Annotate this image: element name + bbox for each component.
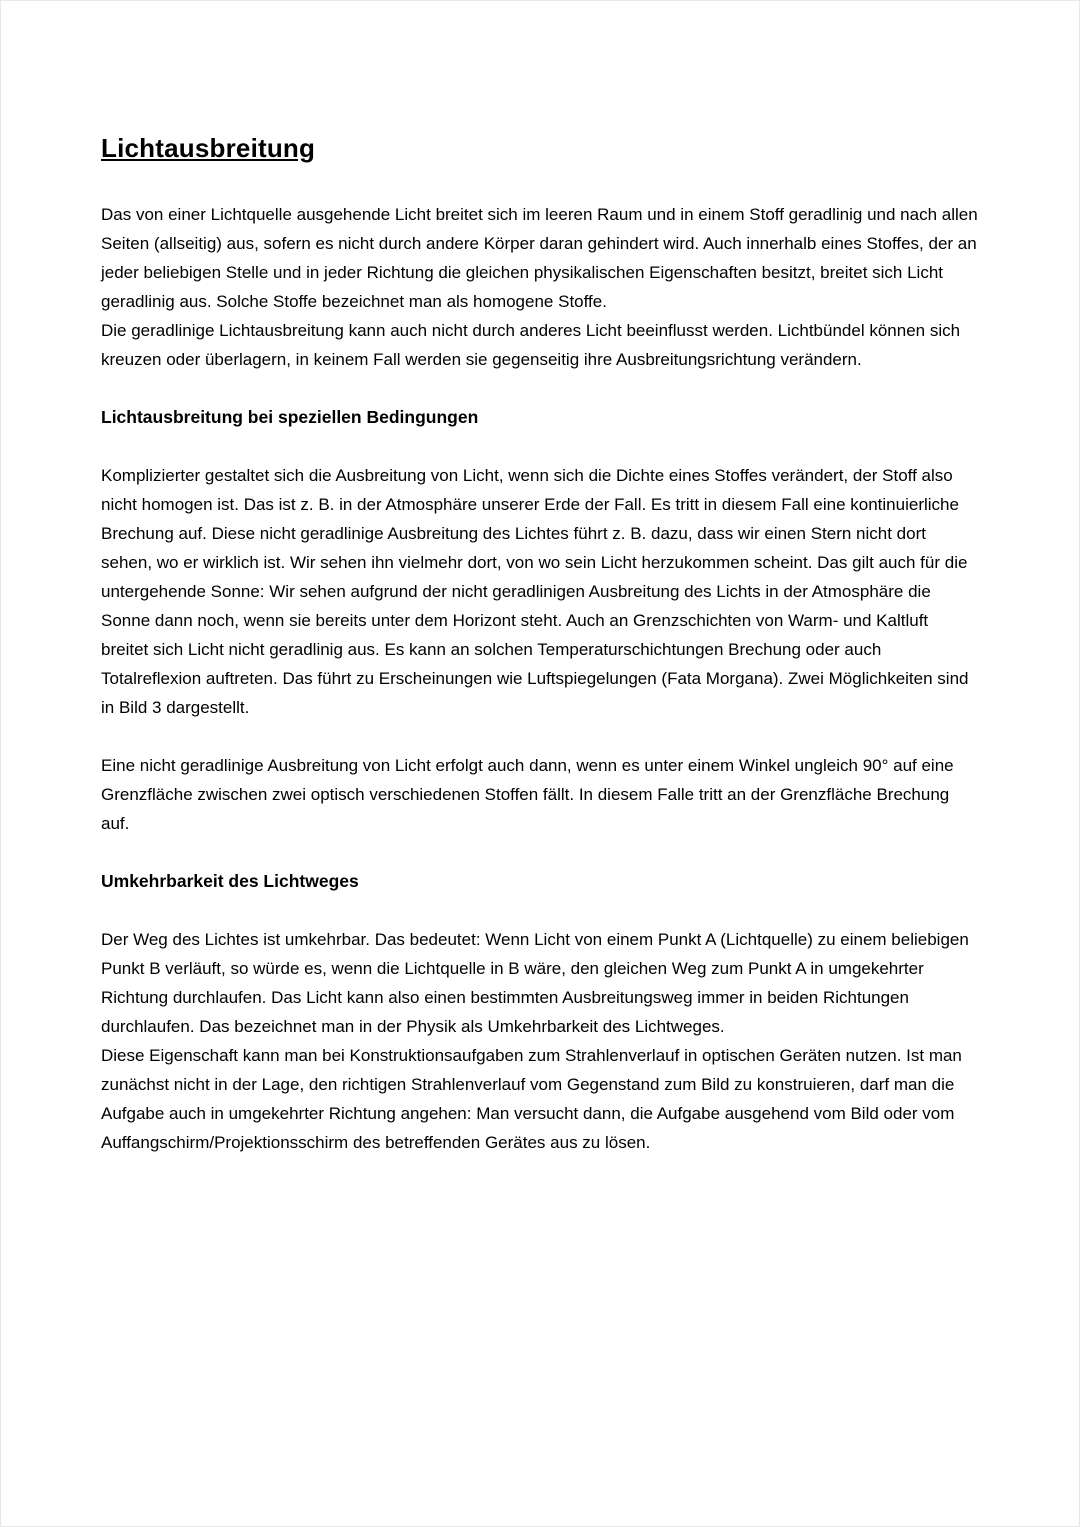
special-conditions-paragraph-2: Eine nicht geradlinige Ausbreitung von Licht erfolgt auch dann, wenn es unter einem Winkel ungleich 90° auf eine Grenzfläche zwischen zwei optisch verschiedenen Stoffen fällt. In diesem Falle tritt an der Grenzfläche Brechung auf.	[101, 756, 954, 833]
reversibility-paragraph-1: Der Weg des Lichtes ist umkehrbar. Das bedeutet: Wenn Licht von einem Punkt A (Lichtquelle) zu einem beliebigen Punkt B verläuft, so würde es, wenn die Lichtquelle in B wäre, den gleichen Weg zum Punkt A in umgekehrter Richtung durchlaufen. Das Licht kann also einen bestimmten Ausbreitungsweg immer in beiden Richtungen durchlaufen. Das bezeichnet man in der Physik als Umkehrbarkeit des Lichtweges.	[101, 930, 969, 1036]
intro-paragraph-1: Das von einer Lichtquelle ausgehende Licht breitet sich im leeren Raum und in einem Stoff geradlinig und nach allen Seiten (allseitig) aus, sofern es nicht durch andere Körper daran gehindert wird. Auch innerhalb eines Stoffes, der an jeder beliebigen Stelle und in jeder Richtung die gleichen physikalischen Eigenschaften besitzt, breitet sich Licht geradlinig aus. Solche Stoffe bezeichnet man als homogene Stoffe.	[101, 205, 978, 311]
document-title: Lichtausbreitung	[101, 133, 316, 163]
reversibility-paragraph-2: Diese Eigenschaft kann man bei Konstruktionsaufgaben zum Strahlenverlauf in optischen Geräten nutzen. Ist man zunächst nicht in der Lage, den richtigen Strahlenverlauf vom Gegenstand zum Bild zu konstruieren, darf man die Aufgabe auch in umgekehrter Richtung angehen: Man versucht dann, die Aufgabe ausgehend vom Bild oder vom Auffangschirm/Projektionsschirm des betreffenden Gerätes aus zu lösen.	[101, 1046, 962, 1152]
intro-paragraph-2: Die geradlinige Lichtausbreitung kann auch nicht durch anderes Licht beeinflusst werden. Lichtbündel können sich kreuzen oder überlagern, in keinem Fall werden sie gegenseitig ihre Ausbreitungsrichtung verändern.	[101, 321, 961, 369]
section-heading-special-conditions: Lichtausbreitung bei speziellen Bedingungen	[101, 407, 479, 427]
special-conditions-paragraph-1: Komplizierter gestaltet sich die Ausbreitung von Licht, wenn sich die Dichte eines Stoffes verändert, der Stoff also nicht homogen ist. Das ist z. B. in der Atmosphäre unserer Erde der Fall. Es tritt in diesem Fall eine kontinuierliche Brechung auf. Diese nicht geradlinige Ausbreitung des Lichtes führt z. B. dazu, dass wir einen Stern nicht dort sehen, wo er wirklich ist. Wir sehen ihn vielmehr dort, von wo sein Licht herzukommen scheint. Das gilt auch für die untergehende Sonne: Wir sehen aufgrund der nicht geradlinigen Ausbreitung des Lichts in der Atmosphäre die Sonne dann noch, wenn sie bereits unter dem Horizont steht. Auch an Grenzschichten von Warm- und Kaltluft breitet sich Licht nicht geradlinig aus. Es kann an solchen Temperaturschichtungen Brechung oder auch Totalreflexion auftreten. Das führt zu Erscheinungen wie Luftspiegelungen (Fata Morgana). Zwei Möglichkeiten sind in Bild 3 dargestellt.	[101, 466, 969, 717]
section-heading-reversibility: Umkehrbarkeit des Lichtweges	[101, 871, 359, 891]
